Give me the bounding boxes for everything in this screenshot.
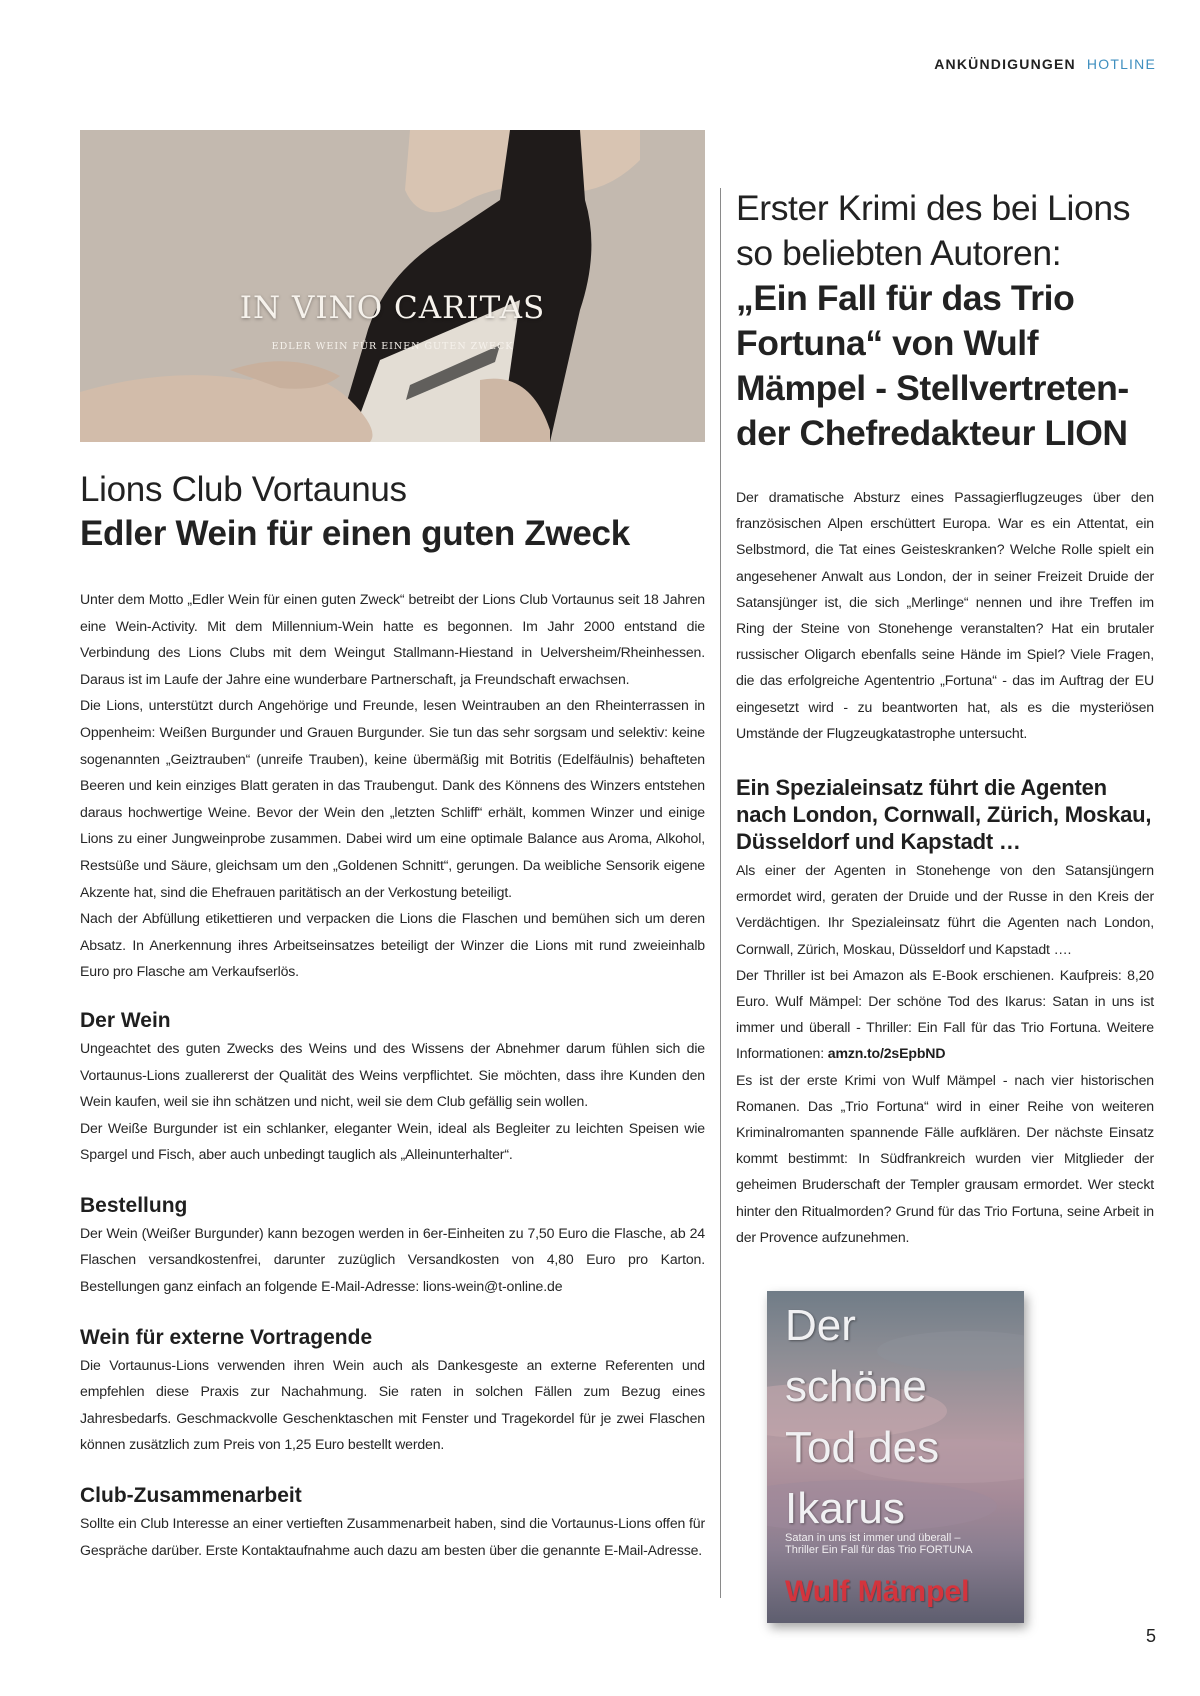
hero-title: IN VINO CARITAS [239,290,546,326]
section-heading-externe-vortragende: Wein für externe Vortragende [80,1325,373,1349]
amazon-link[interactable]: amzn.to/2sEpbND [827,1045,946,1062]
section-paragraph: Ungeachtet des guten Zwecks des Weins und des Wissens der Abnehmer darum fühlen sich die Vortaunus-Lions zuallererst der Qualität des Weins verpflichtet. Sie möchten, dass ihre Kunden den Wein kaufen, weil sie ihn schätzen und nicht, weil sie dem Club gefällig sein wollen. [80,1039,705,1110]
book-cover-image [767,1291,1024,1623]
running-head [934,56,1156,72]
right-headline-line: Mämpel - Stellvertreten- [736,368,1129,408]
column-divider [720,188,721,1598]
section-paragraph: Die Vortaunus-Lions verwenden ihren Wein auch als Dankesgeste an externe Referenten und empfehlen diese Praxis zur Nachahmung. Sie raten in solchen Fällen zum Bezug eines Jahresbedarfs. Geschmackvolle Geschenktaschen mit Fenster und Tragekordel für je zwei Flaschen können zusätzlich zum Preis von 1,25 Euro bestellt werden. [80,1356,705,1453]
right-headline-line: „Ein Fall für das Trio [736,278,1075,318]
hero-subtitle: EDLER WEIN FÜR EINEN GUTEN ZWECK [271,341,514,352]
section-heading-club-zusammenarbeit: Club-Zusammenarbeit [80,1484,302,1508]
book-title [785,1295,1015,1539]
article-kicker: Lions Club Vortaunus [80,470,407,509]
right-paragraph: Als einer der Agenten in Stonehenge von den Satansjüngern ermordet wird, geraten der Druide und der Russe in den Kreis der Verdächtigen. Ihr Spezialeinsatz führt die Agenten nach London, Cornwall, Zürich, Moskau, Düsseldorf und Kapstadt …. [736,862,1154,957]
intro-paragraph: Unter dem Motto „Edler Wein für einen guten Zweck“ betreibt der Lions Club Vortaunus seit 18 Jahren eine Wein-Activity. Mit dem Millennium-Wein hatte es begonnen. Im Jahr 2000 entstand die Verbindung des Lions Clubs mit dem Weingut Stallmann-Hiestand in Uelversheim/Rheinhessen. Daraus ist im Laufe der Jahre eine wunderbare Partnerschaft, ja Freundschaft erwachsen. [80,591,705,687]
right-subheading: Ein Spezialeinsatz führt die Agenten nach London, Cornwall, Zürich, Moskau, Düsseldorf und Kapstadt … [736,775,1152,855]
book-subtitle: Satan in uns ist immer und überall – Thriller Ein Fall für das Trio FORTUNA [785,1532,973,1556]
right-headline-line: der Chefredakteur LION [736,413,1128,453]
wine-hero-image [80,130,705,442]
right-intro-paragraph: Der dramatische Absturz eines Passagierflugzeuges über den französischen Alpen erschüttert Europa. War es ein Attentat, ein Selbstmord, die Tat eines Geisteskranken? Welche Rolle spielt ein angesehener Anwalt aus London, der in seiner Freizeit Druide der Satansjünger ist, die sich „Merlinge“ nennen und ihre Treffen im Ring der Steine von Stonehenge veranstalten? Hat ein brutaler russischer Oligarch ebenfalls seine Hände im Spiel? Viele Fragen, die das erfolgreiche Agententrio „Fortuna“ - das im Auftrag der EU eingesetzt wird - zu beantworten hat, als es die mysteriösen Umstände der Flugzeugkatastrophe untersucht. [736,489,1154,741]
section-heading-der-wein: Der Wein [80,1008,171,1032]
book-title-line: Der [785,1301,856,1350]
book-title-line: Ikarus [785,1484,905,1533]
section-heading-bestellung: Bestellung [80,1193,188,1217]
running-head-category: HOTLINE [1086,56,1156,72]
article-intro [80,586,705,985]
section-paragraph: Der Weiße Burgunder ist ein schlanker, eleganter Wein, ideal als Begleiter zu leichten Speisen wie Spargel und Fisch, aber auch unbedingt tauglich als „Alleinunterhalter“. [80,1119,705,1163]
book-title-line: schöne [785,1362,927,1411]
intro-paragraph: Nach der Abfüllung etikettieren und verpacken die Lions die Flaschen und bemühen sich um deren Absatz. In Anerkennung ihres Arbeitseinsatzes beteiligt der Winzer die Lions mit rund zweieinhalb Euro pro Flasche am Verkaufserlös. [80,910,705,980]
page-number: 5 [1145,1626,1156,1646]
article-headline: Edler Wein für einen guten Zweck [80,514,630,553]
right-paragraph: Es ist der erste Krimi von Wulf Mämpel - nach vier historischen Romanen. Das „Trio Fortuna“ wird in einer Reihe von weiteren Kriminalromanten spannende Fälle aufklären. Der nächste Einsatz kommt bestimmt: In Südfrankreich wurden vier Mitglieder der geheimen Bruderschaft der Templer grausam ermordet. Wer steckt hinter den Ritualmorden? Grund für das Trio Fortuna, seine Arbeit in der Provence aufzunehmen. [736,1071,1154,1245]
wine-bottle-illustration [80,130,705,442]
right-paragraph-text: Der Thriller ist bei Amazon als E-Book erschienen. Kaufpreis: 8,20 Euro. Wulf Mämpel: Der schöne Tod des Ikarus: Satan in uns ist immer und überall - Thriller: Ein Fall für das Trio Fortuna. Weitere Informationen: [736,966,1154,1062]
right-headline-line: Fortuna“ von Wulf [736,323,1039,363]
section-paragraph: Der Wein (Weißer Burgunder) kann bezogen werden in 6er-Einheiten zu 7,50 Euro die Flasche, ab 24 Flaschen versandkostenfrei, darunter zuzüglich Versandkosten von 4,80 Euro pro Karton. Bestellungen ganz einfach an folgende E-Mail-Adresse: lions-wein@t-online.de [80,1224,705,1295]
right-article [736,186,1154,1250]
left-article [80,130,705,1563]
right-kicker-line: Erster Krimi des bei Lions [736,188,1131,228]
intro-paragraph: Die Lions, unterstützt durch Angehörige und Freunde, lesen Weintrauben an den Rheinterrassen in Oppenheim: Weißen Burgunder und Grauen Burgunder. Sie tun das sehr sorgsam und selektiv: keine sogenannten „Geiztrauben“ (unreife Trauben), keine übermäßig mit Botritis (Edelfäulnis) behafteten Beeren und kein einziges Blatt geraten in das Traubengut. Dank des Könnens des Winzers entstehen daraus hochwertige Weine. Bevor der Wein den „letzten Schliff“ erhält, kommen Winzer und einige Lions zu einer Jungweinprobe zusammen. Dabei wird um eine optimale Balance aus Aroma, Alkohol, Restsüße und Säure, gleichsam um den „Goldenen Schnitt“, gerungen. Da weibliche Sensorik eigene Akzente hat, sind die Ehefrauen paritätisch an der Verkostung beteiligt. [80,697,705,900]
running-head-section: ANKÜNDIGUNGEN [934,56,1076,72]
book-title-line: Tod des [785,1423,940,1472]
right-paragraph [736,962,1154,1067]
section-paragraph: Sollte ein Club Interesse an einer vertieften Zusammenarbeit haben, sind die Vortaunus-Lions offen für Gespräche darüber. Erste Kontaktaufnahme auch dazu am besten über die genannte E-Mail-Adresse. [80,1515,705,1558]
book-author: Wulf Mämpel [785,1575,970,1608]
right-kicker-line: so beliebten Autoren: [736,233,1062,273]
